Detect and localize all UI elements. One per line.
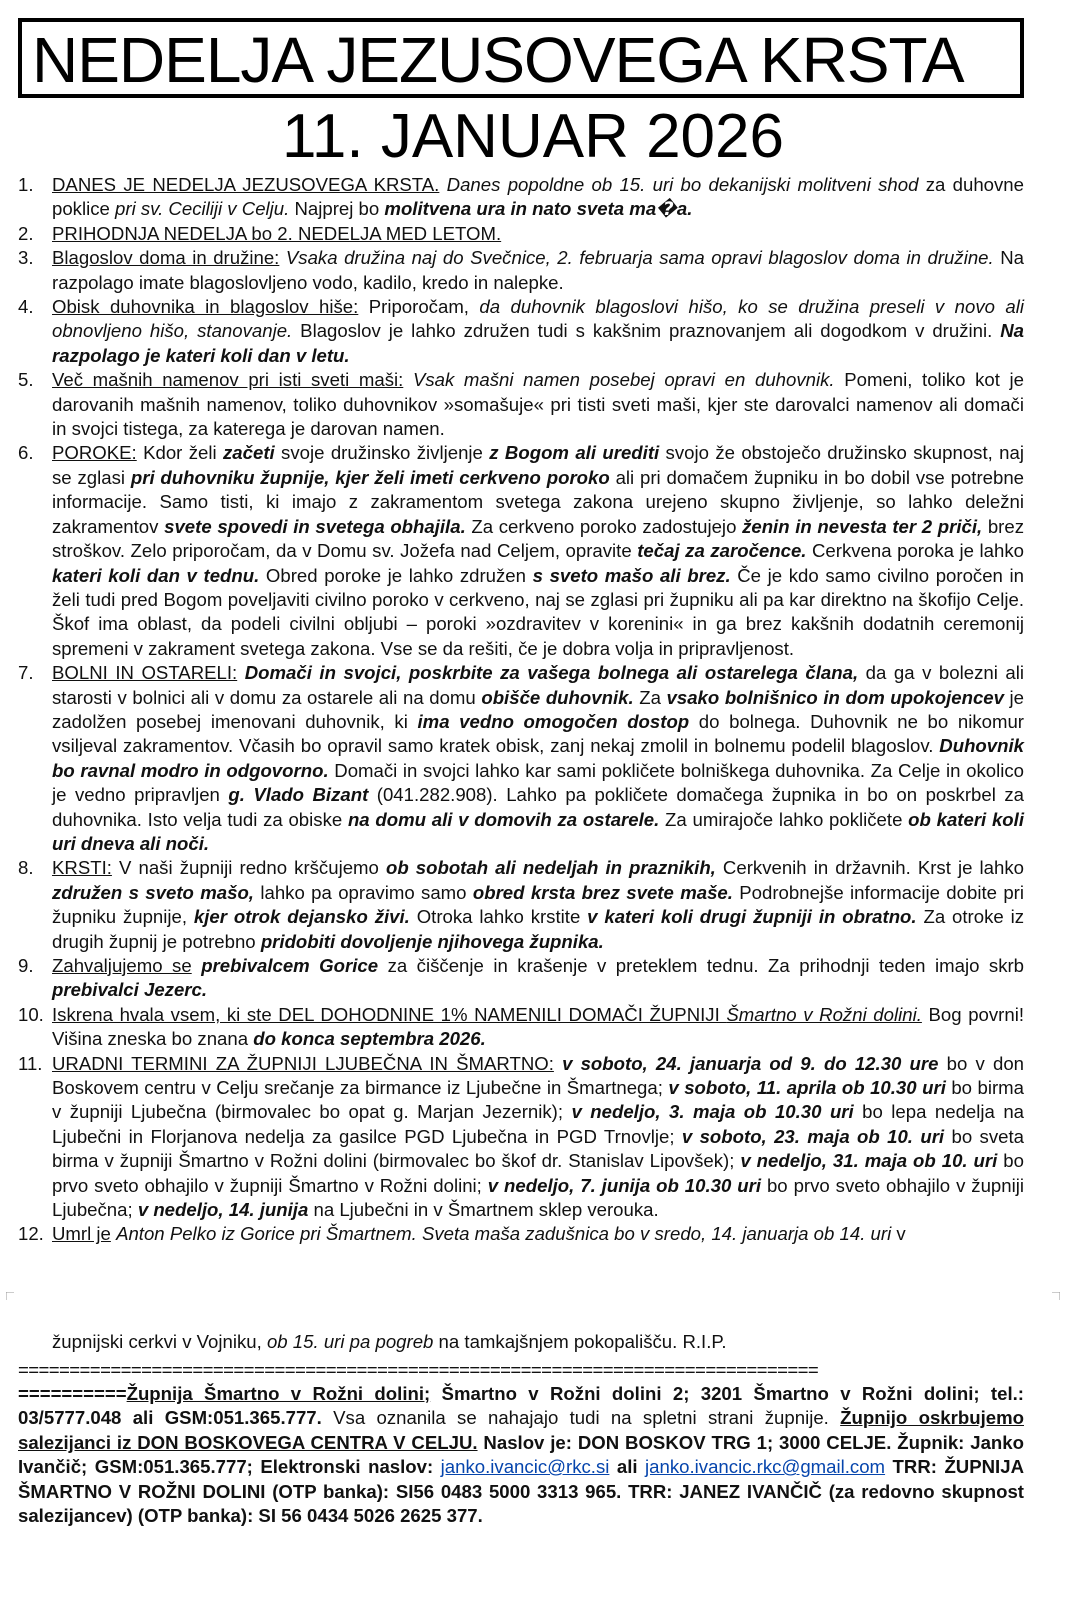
text-run: Anton Pelko iz Gorice pri Šmartnem. Sveta maša zadušnica bo v sredo, 14. januarja ob 14. uri <box>116 1223 892 1245</box>
text-run: s sveto mašo ali brez. <box>532 564 731 586</box>
item-number: 11. <box>18 1052 43 1074</box>
text-run: Podrobnejše informacije dobite pri župniku župnije, <box>52 881 1024 928</box>
item-12-continuation <box>52 1330 1012 1354</box>
list-item <box>18 222 1024 246</box>
text-run: Za otroke iz drugih župnij je potrebno <box>52 906 1024 952</box>
text-run: Duhovnik bo ravnal modro in odgovorno. <box>52 735 1024 781</box>
text-run: Na razpolago imate blagoslovljeno vodo, kadilo, kredo in nalepke. <box>52 247 1024 293</box>
text-run: molitvena ura in nato sveta ma�a. <box>384 198 693 220</box>
item-number: 8. <box>18 857 34 879</box>
text-run: svete spovedi in svetega obhajila. <box>164 515 466 537</box>
text-run: do konca septembra 2026. <box>253 1028 486 1050</box>
text-run: Otroka lahko krstite <box>409 906 588 928</box>
text-run: v soboto, 24. januarja od 9. do 12.30 ure <box>562 1052 939 1074</box>
text-run: za duhovne poklice <box>52 174 1024 220</box>
text-run: začeti <box>223 442 275 464</box>
text-run: Zahvaljujemo se <box>52 955 192 976</box>
text-run: Na razpolago je kateri koli dan v letu. <box>52 320 1025 366</box>
text-run <box>237 662 245 683</box>
text-run: združen s sveto mašo, <box>52 881 254 903</box>
text-run: na tamkajšnjem pokopališču. R.I.P. <box>433 1331 727 1352</box>
text-run: Naslov je: DON BOSKOV TRG 1; 3000 CELJE. Župnik: Janko Ivančič; GSM:051.365.777; Elektronski naslov: <box>18 1431 1024 1478</box>
text-run: pri duhovniku župnije, kjer želi imeti cerkveno poroko <box>130 466 610 488</box>
item-text <box>52 295 1024 368</box>
list-item <box>18 173 1024 222</box>
text-run: Bog povrni! Višina zneska bo znana <box>52 1003 1024 1050</box>
text-run: ženin in nevesta ter 2 priči, <box>742 515 983 537</box>
text-run: Blagoslov je lahko združen tudi s kakšnim praznovanjem ali dogodkom v družini. <box>292 320 1001 342</box>
text-run: V naši župniji redno krščujemo <box>111 857 386 879</box>
text-run: v <box>891 1223 906 1245</box>
text-run: Župnijo oskrbujemo salezijanci iz DON BOSKOVEGA CENTRA V CELJU. <box>18 1407 1024 1453</box>
text-run: ima vedno omogočen dostop <box>417 710 690 732</box>
text-run <box>554 1053 562 1074</box>
title-box <box>18 18 1024 98</box>
text-run: POROKE: <box>52 442 137 464</box>
list-item <box>18 441 1024 661</box>
text-run: Vsaka družina naj do Svečnice, 2. februarja sama opravi blagoslov doma in družine. <box>285 247 994 269</box>
text-run: Iskrena hvala vsem, ki ste DEL DOHODNINE 1% NAMENILI DOMAČI ŽUPNIJI <box>52 1003 727 1025</box>
text-run: prebivalci Jezerc. <box>52 979 208 1001</box>
text-run: bo sveta birma v župniji Šmartno v Rožni dolini (birmovalec bo škof dr. Stanislav Lipovšek); <box>52 1125 1024 1172</box>
text-run: ob kateri koli uri dneva ali noči. <box>52 808 1024 854</box>
text-run: Vsak mašni namen posebej opravi en duhovnik. <box>412 369 835 391</box>
list-item <box>18 1222 1024 1246</box>
text-run: Obisk duhovnika in blagoslov hiše: <box>52 296 359 318</box>
text-run: Za umirajoče lahko pokličete <box>659 808 909 830</box>
item-text <box>52 1052 1024 1223</box>
text-run: prebivalcem Gorice <box>201 955 379 976</box>
text-run: Vsa oznanila se nahajajo tudi na spletni strani župnije. <box>321 1407 841 1429</box>
text-run: tečaj za zaročence. <box>637 540 807 562</box>
list-item <box>18 1003 1024 1052</box>
text-run: bo lepa nedelja na Ljubečni in Florjanova nedelja za gasilce PGD Ljubečna in PGD Trnovlje; <box>52 1101 1025 1147</box>
list-item <box>18 246 1024 295</box>
text-run: Najprej bo <box>289 198 385 220</box>
text-run: Cerkvena poroka je lahko <box>806 540 1024 562</box>
text-run: DANES JE NEDELJA JEZUSOVEGA KRSTA. <box>52 174 440 195</box>
item-text <box>52 856 1024 954</box>
text-run: Blagoslov doma in družine: <box>52 247 280 269</box>
text-run: je zadolžen posebej imenovani duhovnik, ki <box>52 686 1025 732</box>
item-number: 6. <box>18 442 34 464</box>
text-run: v nedeljo, 7. junija ob 10.30 uri <box>487 1174 762 1196</box>
crop-mark-right <box>1052 1292 1060 1300</box>
text-run: za čiščenje in krašenje v preteklem tednu. Za prihodnji teden imajo skrb <box>378 955 1025 976</box>
text-run: KRSTI: <box>52 857 112 879</box>
text-run <box>403 369 413 390</box>
text-run: Za cerkveno poroko zadostujejo <box>465 515 743 537</box>
item-text <box>52 246 1024 295</box>
text-run: BOLNI IN OSTARELI: <box>52 662 238 684</box>
item-text <box>52 1222 1024 1246</box>
separator-line: ============================================================================== <box>18 1359 819 1380</box>
email-link[interactable]: janko.ivancic.rkc@gmail.com <box>645 1456 886 1478</box>
item-text <box>52 661 1024 856</box>
email-link[interactable]: janko.ivancic@rkc.si <box>440 1456 610 1478</box>
text-run: TRR: ŽUPNIJA ŠMARTNO V ROŽNI DOLINI (OTP banka): SI56 0483 5000 3313 965. TRR: JANEZ IVANČIČ (za redovno skupnost salezijancev) (OTP banka): SI 56 0434 5026 2625 377. <box>18 1456 1024 1527</box>
text-run: bo v don Boskovem centru v Celju srečanje za birmance iz Ljubečne in Šmartnega; <box>52 1052 1025 1099</box>
item-text <box>52 1003 1024 1052</box>
text-run: obred krsta brez svete maše. <box>472 881 733 903</box>
text-run: ========== <box>18 1383 127 1404</box>
text-run: Domači in svojci lahko kar sami pokličete bolniškega duhovnika. Za Celje in okolico je vedno pripravljen <box>52 759 1024 806</box>
item-number: 1. <box>18 174 34 195</box>
text-run: v nedeljo, 3. maja ob 10.30 uri <box>571 1101 854 1123</box>
text-run: lahko pa opravimo samo <box>253 881 473 903</box>
text-run: na domu ali v domovih za ostarele. <box>347 808 660 830</box>
text-run: na Ljubečni in v Šmartnem sklep verouka. <box>308 1199 659 1221</box>
list-item <box>18 1052 1024 1223</box>
list-item <box>18 661 1024 856</box>
text-run: Umrl je <box>52 1223 111 1245</box>
list-item <box>18 856 1024 954</box>
text-run: v kateri koli drugi župniji in obratno. <box>587 906 917 928</box>
text-run: ali <box>609 1456 646 1478</box>
text-run: v soboto, 11. aprila ob 10.30 uri <box>668 1077 946 1099</box>
list-item <box>18 368 1024 441</box>
text-run: Cerkvenih in državnih. Krst je lahko <box>715 857 1024 879</box>
text-run: do bolnega. Duhovnik ne bo nikomur vsiljeval zakramentov. Včasih bo opravil samo kratek obisk, zanj nekaj zmolil in bolnemu podelil blagoslov. <box>52 710 1024 757</box>
text-run: g. Vlado Bizant <box>228 784 369 806</box>
text-run: vsako bolnišnico in dom upokojencev <box>666 686 1004 708</box>
text-run: kjer otrok dejansko živi. <box>193 906 410 928</box>
item-text <box>52 173 1024 222</box>
item-number: 9. <box>18 955 34 976</box>
text-run: v soboto, 23. maja ob 10. uri <box>681 1125 945 1147</box>
text-run: da duhovnik blagoslovi hišo, ko se družina preseli v novo ali obnovljeno hišo, stanovanje. <box>52 296 1024 342</box>
text-run: ob 15. uri pa pogreb <box>266 1331 434 1352</box>
text-run <box>192 955 201 976</box>
text-run: ali pri domačem župniku in bo dobil vse potrebne informacije. Samo tisti, ki imajo z zakramentom svetega zakona urejeno skupno življenje, so lahko deležni zakramentov <box>52 466 1024 537</box>
text-run: Kdor želi <box>136 442 223 464</box>
item-text <box>52 368 1024 441</box>
text-run: pri sv. Ceciliji v Celju. <box>115 198 290 220</box>
item-number: 7. <box>18 662 34 684</box>
text-run: Pomeni, toliko kot je darovanih mašnih namenov, toliko duhovnikov »somašuje« pri tisti sveti maši, kjer ste darovalci namenov ali domači in svojci tistega, za katerega je darovan namen. <box>52 369 1025 440</box>
text-run: (041.282.908). Lahko pa pokličete domačega župnika in bo on poskrbel za duhovnika. Isto velja tudi za obiske <box>52 784 1024 830</box>
item-text <box>52 222 1024 246</box>
text-run: bo birma v župniji Ljubečna (birmovalec bo opat g. Marjan Jezernik); <box>52 1077 1025 1123</box>
text-run: Več mašnih namenov pri isti sveti maši: <box>52 369 404 391</box>
text-run: ob sobotah ali nedeljah in praznikih, <box>385 857 716 879</box>
item-number: 4. <box>18 296 34 318</box>
text-run: bo prvo sveto obhajilo v župniji Ljubečna; <box>52 1174 1025 1221</box>
item-text <box>52 441 1024 661</box>
text-run <box>439 174 446 195</box>
text-run: v nedeljo, 14. junija <box>137 1199 309 1221</box>
page-date: 11. JANUAR 2026 <box>282 102 784 171</box>
text-run: Priporočam, <box>358 296 480 318</box>
item-text <box>52 954 1024 1003</box>
text-run: svojo že obstoječo družinsko skupnost, naj se zglasi <box>52 442 1024 488</box>
text-run: Za <box>633 686 667 708</box>
text-run: Obred poroke je lahko združen <box>259 564 533 586</box>
text-run: svoje družinsko življenje <box>274 442 490 464</box>
item-number: 3. <box>18 247 34 269</box>
text-run: župnijski cerkvi v Vojniku, <box>52 1331 267 1352</box>
page-title: NEDELJA JEZUSOVEGA KRSTA <box>32 24 964 96</box>
text-run: v nedeljo, 31. maja ob 10. uri <box>740 1150 998 1172</box>
text-run: brez stroškov. Zelo priporočam, da v Domu sv. Jožefa nad Celjem, opravite <box>52 515 1024 562</box>
parish-footer <box>18 1382 1024 1528</box>
crop-mark-left <box>6 1292 14 1300</box>
item-number: 2. <box>18 222 34 244</box>
text-run: z Bogom ali urediti <box>489 442 660 464</box>
announcement-list <box>18 173 1024 1247</box>
text-run: URADNI TERMINI ZA ŽUPNIJI LJUBEČNA IN ŠMARTNO: <box>52 1052 554 1074</box>
list-item <box>18 954 1024 1003</box>
text-run: kateri koli dan v tednu. <box>52 564 260 586</box>
text-run: obišče duhovnik. <box>481 686 634 708</box>
list-item <box>18 295 1024 368</box>
item-number: 5. <box>18 369 34 391</box>
text-run: bo prvo sveto obhajilo v župniji Šmartno v Rožni dolini; <box>52 1150 1024 1196</box>
text-run: Župnija Šmartno v Rožni dolini; <box>126 1383 431 1404</box>
text-run: Če je kdo samo civilno poročen in želi tudi pred Bogom poveljaviti civilno poroko v cerkveno, naj se zglasi pri župniku ali pa kar direktno na škofijo Celje. Škof ima oblast, da podeli civilni obljubi – poroki »ozdravitev v korenini« in ga brez kakšnih dodatnih ceremonij spremeni v zakrament svetega zakona. Vse se da rešiti, če je dobra volja in pripravljenost. <box>52 564 1024 659</box>
text-run: Šmartno v Rožni dolini 2; 3201 Šmartno v Rožni dolini; tel.: 03/5777.048 ali GSM:051.365.777. <box>18 1383 1024 1429</box>
text-run: Danes popoldne ob 15. uri bo dekanijski molitveni shod <box>446 174 919 195</box>
item-number: 10. <box>18 1003 44 1025</box>
text-run: Domači in svojci, poskrbite za vašega bolnega ali ostarelega člana, <box>244 662 859 684</box>
text-run: Šmartno v Rožni dolini. <box>726 1003 922 1025</box>
text-run: pridobiti dovoljenje njihovega župnika. <box>260 930 604 952</box>
text-run: da ga v bolezni ali starosti v bolnici ali v domu za ostarele ali na domu <box>52 662 1024 708</box>
item-number: 12. <box>18 1223 44 1245</box>
text-run: PRIHODNJA NEDELJA bo 2. NEDELJA MED LETOM. <box>52 222 502 244</box>
